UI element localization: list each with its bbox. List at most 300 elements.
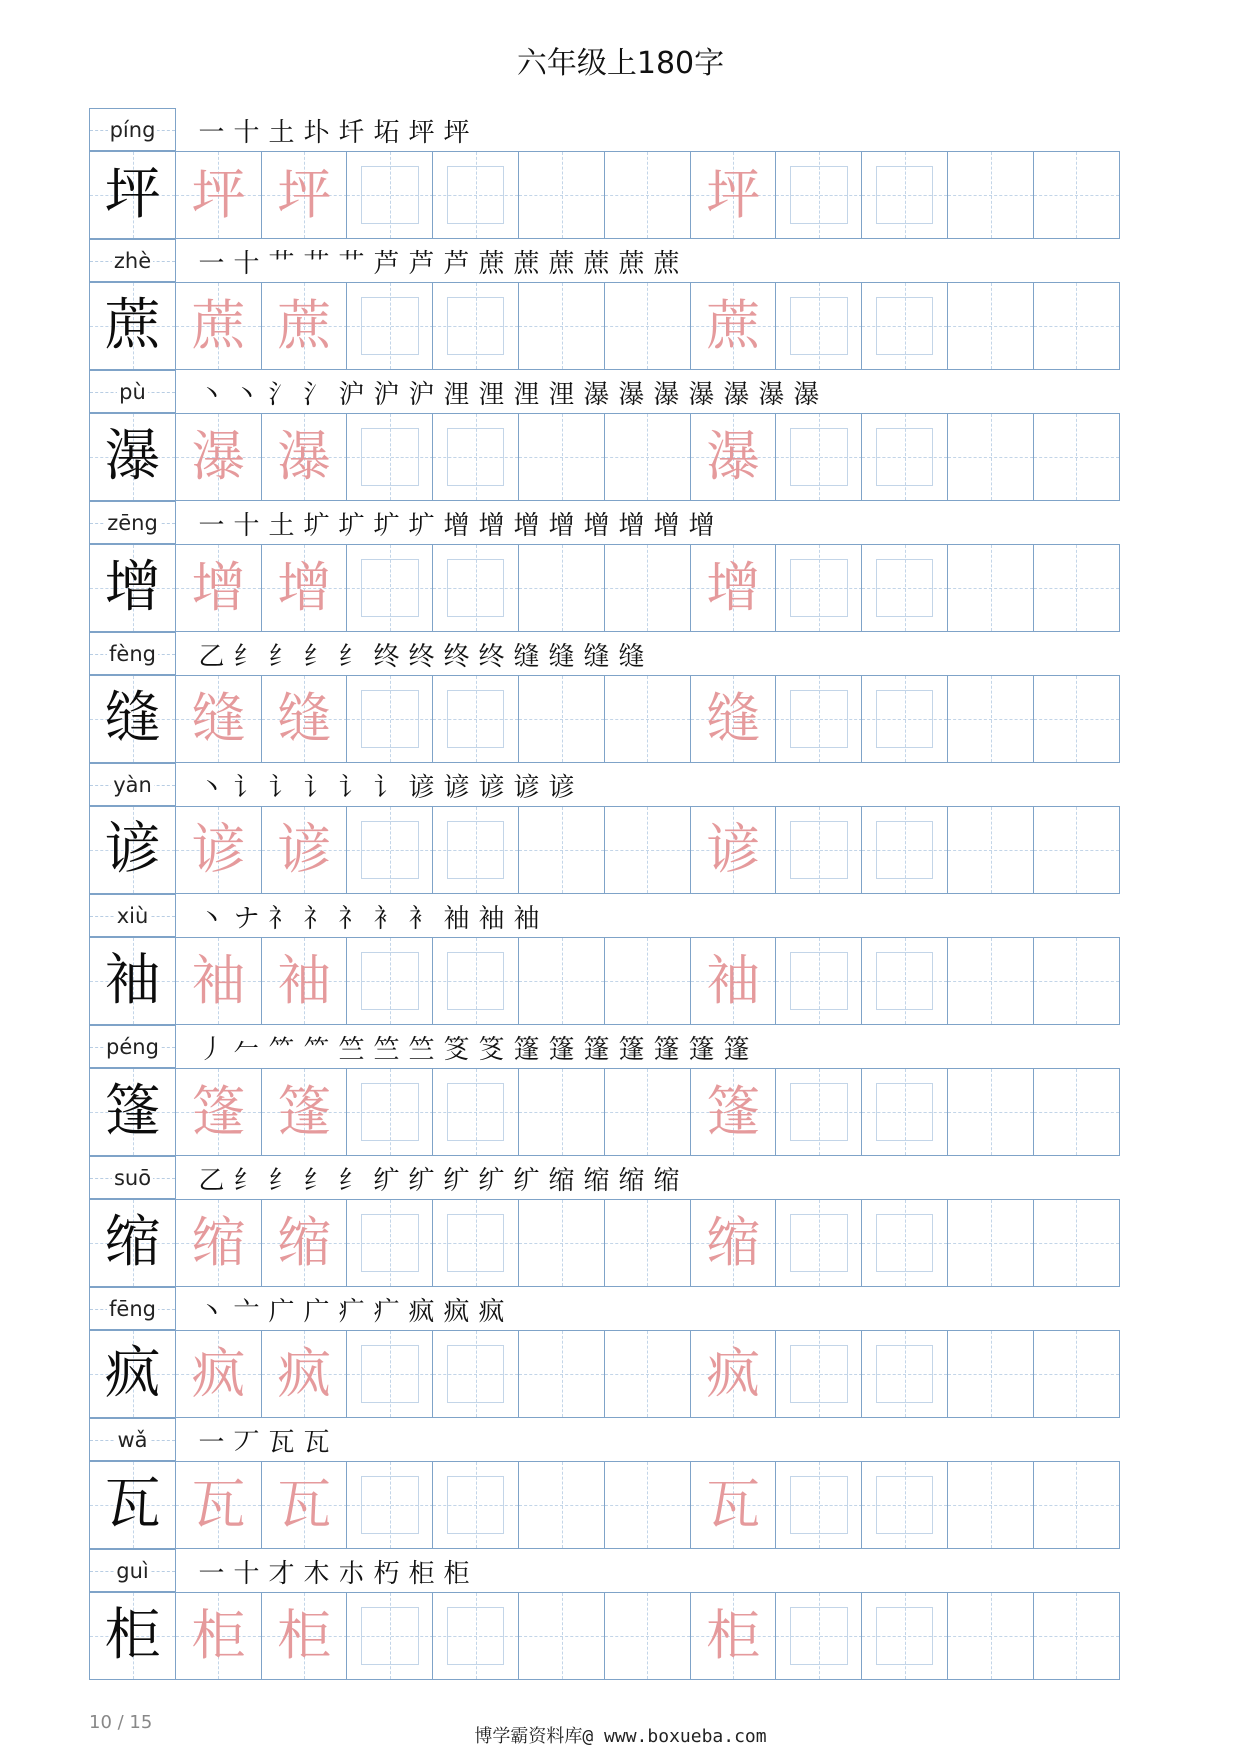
stroke-step: 瀑: [688, 379, 715, 410]
stroke-step: 氵: [268, 379, 295, 410]
boxed-practice-cell[interactable]: [775, 1199, 862, 1287]
stroke-step: 沪: [373, 379, 400, 410]
model-character: 缝: [104, 686, 161, 751]
practice-cell[interactable]: [518, 544, 605, 632]
trace-character: 袖: [706, 949, 761, 1012]
stroke-step: 缝: [548, 641, 575, 672]
trace-character-cell[interactable]: [175, 806, 262, 894]
model-character-cell: [89, 1592, 176, 1680]
trace-character-cell[interactable]: [690, 282, 777, 370]
practice-cell[interactable]: [1033, 937, 1120, 1025]
practice-cell[interactable]: [947, 413, 1034, 501]
stroke-step: 谚: [478, 772, 505, 803]
stroke-step: 终: [478, 641, 505, 672]
stroke-step: 谚: [513, 772, 540, 803]
stroke-step: 丶: [198, 379, 225, 410]
stroke-step: 谚: [443, 772, 470, 803]
trace-character-cell[interactable]: [261, 1461, 348, 1549]
stroke-step: 坪: [443, 117, 470, 148]
writing-grid: [89, 282, 1150, 370]
trace-character-cell[interactable]: [175, 413, 262, 501]
stroke-step: 纩: [443, 1165, 470, 1196]
trace-character-cell[interactable]: [175, 1461, 262, 1549]
boxed-practice-cell[interactable]: [432, 937, 519, 1025]
stroke-step: 蔗: [583, 248, 610, 279]
boxed-practice-cell[interactable]: [775, 806, 862, 894]
trace-character: 缩: [277, 1211, 332, 1274]
practice-cell[interactable]: [604, 1461, 691, 1549]
model-character: 蔗: [104, 293, 161, 358]
stroke-step: 一: [198, 1558, 225, 1589]
practice-cell[interactable]: [947, 937, 1034, 1025]
practice-cell[interactable]: [604, 544, 691, 632]
stroke-step: 篷: [688, 1034, 715, 1065]
trace-character-cell[interactable]: [175, 1199, 262, 1287]
practice-cell[interactable]: [1033, 806, 1120, 894]
practice-cell[interactable]: [947, 151, 1034, 239]
trace-character: 柜: [277, 1604, 332, 1667]
stroke-step: 柜: [408, 1558, 435, 1589]
trace-character: 谚: [191, 818, 246, 881]
trace-character: 缝: [191, 687, 246, 750]
stroke-step: 疒: [373, 1296, 400, 1327]
trace-character-cell[interactable]: [175, 675, 262, 763]
stroke-order: [194, 1028, 754, 1066]
practice-cell[interactable]: [947, 282, 1034, 370]
boxed-practice-cell[interactable]: [432, 675, 519, 763]
practice-cell[interactable]: [518, 1199, 605, 1287]
writing-grid: [89, 1461, 1150, 1549]
writing-grid: [89, 1068, 1150, 1156]
boxed-practice-cell[interactable]: [861, 151, 948, 239]
trace-character-cell[interactable]: [175, 544, 262, 632]
trace-character-cell[interactable]: [175, 1592, 262, 1680]
boxed-practice-cell[interactable]: [432, 1330, 519, 1418]
practice-cell[interactable]: [604, 675, 691, 763]
practice-cell[interactable]: [518, 806, 605, 894]
stroke-step: 缝: [513, 641, 540, 672]
practice-cell[interactable]: [604, 151, 691, 239]
stroke-step: 瀑: [793, 379, 820, 410]
stroke-order: [194, 242, 684, 280]
stroke-order: [194, 897, 544, 935]
boxed-practice-cell[interactable]: [346, 544, 433, 632]
boxed-practice-cell[interactable]: [775, 151, 862, 239]
stroke-step: 竺: [408, 1034, 435, 1065]
stroke-step: 篷: [618, 1034, 645, 1065]
stroke-step: 朩: [338, 1558, 365, 1589]
stroke-step: 纟: [268, 1165, 295, 1196]
model-character: 谚: [104, 817, 161, 882]
practice-cell[interactable]: [1033, 1592, 1120, 1680]
practice-cell[interactable]: [518, 1330, 605, 1418]
pinyin-label: fēng: [109, 1296, 156, 1321]
boxed-practice-cell[interactable]: [861, 937, 948, 1025]
trace-character: 坪: [706, 163, 761, 226]
trace-character-cell[interactable]: [690, 1461, 777, 1549]
stroke-step: 蔗: [548, 248, 575, 279]
trace-character-cell[interactable]: [690, 806, 777, 894]
trace-character: 增: [191, 556, 246, 619]
practice-cell[interactable]: [604, 806, 691, 894]
trace-character-cell[interactable]: [690, 1330, 777, 1418]
trace-character-cell[interactable]: [690, 937, 777, 1025]
trace-character: 增: [706, 556, 761, 619]
trace-character-cell[interactable]: [261, 937, 348, 1025]
pinyin-box: [89, 501, 176, 544]
boxed-practice-cell[interactable]: [432, 151, 519, 239]
trace-character: 篷: [706, 1080, 761, 1143]
trace-character: 篷: [277, 1080, 332, 1143]
footer-credit: 博学霸资料库@ www.boxueba.com: [474, 1726, 767, 1747]
boxed-practice-cell[interactable]: [861, 1330, 948, 1418]
boxed-practice-cell[interactable]: [775, 1592, 862, 1680]
boxed-practice-cell[interactable]: [346, 1461, 433, 1549]
practice-cell[interactable]: [1033, 1330, 1120, 1418]
stroke-step: 瀑: [653, 379, 680, 410]
practice-cell[interactable]: [604, 413, 691, 501]
page-number: 10 / 15: [89, 1712, 153, 1733]
practice-cell[interactable]: [1033, 1068, 1120, 1156]
stroke-step: 疯: [478, 1296, 505, 1327]
stroke-step: 缝: [583, 641, 610, 672]
pinyin-box: [89, 1287, 176, 1330]
boxed-practice-cell[interactable]: [861, 1068, 948, 1156]
stroke-order: [194, 373, 824, 411]
trace-character-cell[interactable]: [690, 544, 777, 632]
pinyin-label: zhè: [113, 248, 152, 273]
pinyin-label: guì: [116, 1558, 149, 1583]
trace-character: 坪: [191, 163, 246, 226]
pinyin-box: [89, 370, 176, 413]
pinyin-row: [89, 894, 1150, 937]
trace-character: 瀑: [191, 425, 246, 488]
stroke-step: 讠: [373, 772, 400, 803]
pinyin-box: [89, 632, 176, 675]
stroke-step: 篷: [513, 1034, 540, 1065]
character-entry: [89, 1156, 1150, 1287]
stroke-step: 疯: [408, 1296, 435, 1327]
practice-cell[interactable]: [947, 544, 1034, 632]
boxed-practice-cell[interactable]: [775, 1461, 862, 1549]
trace-character: 瓦: [191, 1473, 246, 1536]
practice-cell[interactable]: [604, 282, 691, 370]
stroke-step: 乙: [198, 641, 225, 672]
writing-grid: [89, 806, 1150, 894]
stroke-step: 沪: [408, 379, 435, 410]
stroke-step: 篷: [653, 1034, 680, 1065]
stroke-step: 蔗: [653, 248, 680, 279]
stroke-order: [194, 635, 649, 673]
stroke-step: 纟: [303, 641, 330, 672]
practice-cell[interactable]: [518, 413, 605, 501]
trace-character-cell[interactable]: [175, 151, 262, 239]
boxed-practice-cell[interactable]: [775, 675, 862, 763]
trace-character: 瀑: [706, 425, 761, 488]
boxed-practice-cell[interactable]: [346, 675, 433, 763]
practice-cell[interactable]: [947, 806, 1034, 894]
boxed-practice-cell[interactable]: [346, 937, 433, 1025]
stroke-step: 浬: [443, 379, 470, 410]
stroke-step: 丶: [198, 1296, 225, 1327]
boxed-practice-cell[interactable]: [346, 151, 433, 239]
model-character-cell: [89, 413, 176, 501]
boxed-practice-cell[interactable]: [775, 937, 862, 1025]
trace-character-cell[interactable]: [690, 151, 777, 239]
stroke-step: 篷: [583, 1034, 610, 1065]
trace-character-cell[interactable]: [690, 1199, 777, 1287]
stroke-step: ⺮: [303, 1034, 330, 1065]
stroke-step: 衤: [373, 903, 400, 934]
practice-cell[interactable]: [604, 1330, 691, 1418]
stroke-step: 纩: [513, 1165, 540, 1196]
stroke-step: 袖: [513, 903, 540, 934]
practice-cell[interactable]: [947, 1330, 1034, 1418]
boxed-practice-cell[interactable]: [432, 1461, 519, 1549]
practice-cell[interactable]: [947, 1592, 1034, 1680]
boxed-practice-cell[interactable]: [861, 1592, 948, 1680]
stroke-order: [194, 504, 719, 542]
character-entry: [89, 632, 1150, 763]
stroke-step: 十: [233, 510, 260, 541]
stroke-order: [194, 1159, 684, 1197]
trace-character-cell[interactable]: [690, 1068, 777, 1156]
boxed-practice-cell[interactable]: [861, 675, 948, 763]
trace-character-cell[interactable]: [261, 413, 348, 501]
practice-cell[interactable]: [604, 937, 691, 1025]
trace-character: 瀑: [277, 425, 332, 488]
boxed-practice-cell[interactable]: [775, 544, 862, 632]
stroke-step: 衤: [408, 903, 435, 934]
model-character: 瀑: [104, 424, 161, 489]
boxed-practice-cell[interactable]: [861, 806, 948, 894]
trace-character: 缩: [706, 1211, 761, 1274]
model-character: 柜: [104, 1603, 161, 1668]
practice-cell[interactable]: [518, 282, 605, 370]
stroke-step: 浬: [513, 379, 540, 410]
boxed-practice-cell[interactable]: [861, 413, 948, 501]
stroke-step: 沪: [338, 379, 365, 410]
boxed-practice-cell[interactable]: [432, 1199, 519, 1287]
trace-character: 缝: [706, 687, 761, 750]
stroke-step: 纩: [373, 1165, 400, 1196]
trace-character-cell[interactable]: [690, 413, 777, 501]
stroke-step: 讠: [268, 772, 295, 803]
boxed-practice-cell[interactable]: [432, 1592, 519, 1680]
boxed-practice-cell[interactable]: [432, 544, 519, 632]
practice-cell[interactable]: [1033, 282, 1120, 370]
stroke-step: 乙: [198, 1165, 225, 1196]
stroke-step: 讠: [303, 772, 330, 803]
stroke-step: 柜: [443, 1558, 470, 1589]
trace-character: 蔗: [706, 294, 761, 357]
pinyin-row: [89, 763, 1150, 806]
pinyin-box: [89, 1025, 176, 1068]
practice-cell[interactable]: [947, 1068, 1034, 1156]
practice-cell[interactable]: [604, 1592, 691, 1680]
practice-cell[interactable]: [518, 937, 605, 1025]
stroke-step: 圲: [338, 117, 365, 148]
pinyin-label: péng: [106, 1034, 159, 1059]
character-entry: [89, 1287, 1150, 1418]
boxed-practice-cell[interactable]: [775, 282, 862, 370]
pinyin-row: [89, 1549, 1150, 1592]
trace-character-cell[interactable]: [175, 1330, 262, 1418]
practice-cell[interactable]: [1033, 151, 1120, 239]
stroke-step: 谚: [548, 772, 575, 803]
trace-character-cell[interactable]: [261, 1592, 348, 1680]
stroke-step: 圹: [408, 510, 435, 541]
model-character-cell: [89, 1199, 176, 1287]
stroke-step: 十: [233, 1558, 260, 1589]
trace-character-cell[interactable]: [175, 282, 262, 370]
practice-cell[interactable]: [518, 1461, 605, 1549]
stroke-step: 坧: [373, 117, 400, 148]
trace-character-cell[interactable]: [261, 151, 348, 239]
practice-cell[interactable]: [947, 1461, 1034, 1549]
writing-grid: [89, 937, 1150, 1025]
practice-cell[interactable]: [518, 151, 605, 239]
boxed-practice-cell[interactable]: [346, 1330, 433, 1418]
stroke-order: [194, 1421, 334, 1459]
stroke-step: 增: [548, 510, 575, 541]
practice-cell[interactable]: [1033, 413, 1120, 501]
trace-character-cell[interactable]: [690, 1592, 777, 1680]
model-character-cell: [89, 282, 176, 370]
stroke-step: 礻: [268, 903, 295, 934]
stroke-step: 圹: [338, 510, 365, 541]
stroke-step: 广: [268, 1296, 295, 1327]
trace-character-cell[interactable]: [261, 806, 348, 894]
boxed-practice-cell[interactable]: [432, 282, 519, 370]
practice-cell[interactable]: [1033, 544, 1120, 632]
stroke-step: 疒: [338, 1296, 365, 1327]
stroke-step: 艹: [338, 248, 365, 279]
stroke-step: 增: [583, 510, 610, 541]
stroke-step: 缩: [548, 1165, 575, 1196]
stroke-step: 瀑: [723, 379, 750, 410]
boxed-practice-cell[interactable]: [346, 413, 433, 501]
model-character: 缩: [104, 1210, 161, 1275]
stroke-step: 讠: [233, 772, 260, 803]
practice-cell[interactable]: [947, 675, 1034, 763]
model-character: 坪: [104, 162, 161, 227]
practice-cell[interactable]: [1033, 675, 1120, 763]
stroke-step: 广: [303, 1296, 330, 1327]
stroke-step: 瀑: [618, 379, 645, 410]
stroke-step: 礻: [338, 903, 365, 934]
boxed-practice-cell[interactable]: [346, 1199, 433, 1287]
boxed-practice-cell[interactable]: [861, 1199, 948, 1287]
stroke-step: 浬: [548, 379, 575, 410]
practice-cell[interactable]: [604, 1068, 691, 1156]
boxed-practice-cell[interactable]: [861, 1461, 948, 1549]
stroke-step: 一: [198, 117, 225, 148]
stroke-step: 竺: [338, 1034, 365, 1065]
stroke-step: 一: [198, 1427, 225, 1458]
boxed-practice-cell[interactable]: [346, 1068, 433, 1156]
practice-cell[interactable]: [518, 1068, 605, 1156]
trace-character-cell[interactable]: [175, 937, 262, 1025]
stroke-step: 纩: [478, 1165, 505, 1196]
trace-character-cell[interactable]: [261, 1199, 348, 1287]
practice-cell[interactable]: [1033, 1199, 1120, 1287]
practice-cell[interactable]: [947, 1199, 1034, 1287]
page-title: 六年级上180字: [516, 46, 725, 81]
stroke-step: 袖: [478, 903, 505, 934]
model-character-cell: [89, 151, 176, 239]
stroke-step: 蔗: [618, 248, 645, 279]
practice-cell[interactable]: [518, 675, 605, 763]
stroke-step: 增: [443, 510, 470, 541]
boxed-practice-cell[interactable]: [432, 806, 519, 894]
character-entry: [89, 108, 1150, 239]
character-entry: [89, 894, 1150, 1025]
stroke-step: 讠: [338, 772, 365, 803]
stroke-step: 纟: [268, 641, 295, 672]
stroke-step: 瀑: [758, 379, 785, 410]
character-entry: [89, 239, 1150, 370]
stroke-step: 圤: [303, 117, 330, 148]
stroke-step: 一: [198, 248, 225, 279]
boxed-practice-cell[interactable]: [861, 282, 948, 370]
pinyin-label: fèng: [109, 641, 156, 666]
boxed-practice-cell[interactable]: [346, 806, 433, 894]
boxed-practice-cell[interactable]: [775, 1330, 862, 1418]
stroke-step: 笅: [478, 1034, 505, 1065]
stroke-step: 缩: [653, 1165, 680, 1196]
practice-cell[interactable]: [1033, 1461, 1120, 1549]
pinyin-row: [89, 1025, 1150, 1068]
stroke-step: 𠂉: [233, 1034, 260, 1065]
trace-character-cell[interactable]: [261, 1068, 348, 1156]
writing-grid: [89, 544, 1150, 632]
trace-character: 增: [277, 556, 332, 619]
practice-cell[interactable]: [518, 1592, 605, 1680]
trace-character-cell[interactable]: [261, 282, 348, 370]
character-entry: [89, 763, 1150, 894]
trace-character-cell[interactable]: [261, 675, 348, 763]
boxed-practice-cell[interactable]: [432, 1068, 519, 1156]
trace-character: 瓦: [277, 1473, 332, 1536]
trace-character-cell[interactable]: [261, 544, 348, 632]
pinyin-label: pù: [119, 379, 146, 404]
boxed-practice-cell[interactable]: [346, 1592, 433, 1680]
stroke-step: ナ: [233, 903, 260, 934]
pinyin-row: [89, 1418, 1150, 1461]
trace-character: 袖: [191, 949, 246, 1012]
trace-character: 谚: [277, 818, 332, 881]
boxed-practice-cell[interactable]: [861, 544, 948, 632]
boxed-practice-cell[interactable]: [432, 413, 519, 501]
stroke-step: 竺: [373, 1034, 400, 1065]
model-character-cell: [89, 1461, 176, 1549]
trace-character-cell[interactable]: [175, 1068, 262, 1156]
stroke-step: 艹: [268, 248, 295, 279]
model-character: 疯: [104, 1341, 161, 1406]
writing-grid: [89, 1592, 1150, 1680]
stroke-step: 圹: [373, 510, 400, 541]
trace-character-cell[interactable]: [690, 675, 777, 763]
practice-cell[interactable]: [604, 1199, 691, 1287]
boxed-practice-cell[interactable]: [346, 282, 433, 370]
boxed-practice-cell[interactable]: [775, 413, 862, 501]
trace-character-cell[interactable]: [261, 1330, 348, 1418]
stroke-step: 纩: [408, 1165, 435, 1196]
model-character-cell: [89, 675, 176, 763]
pinyin-row: [89, 108, 1150, 151]
boxed-practice-cell[interactable]: [775, 1068, 862, 1156]
